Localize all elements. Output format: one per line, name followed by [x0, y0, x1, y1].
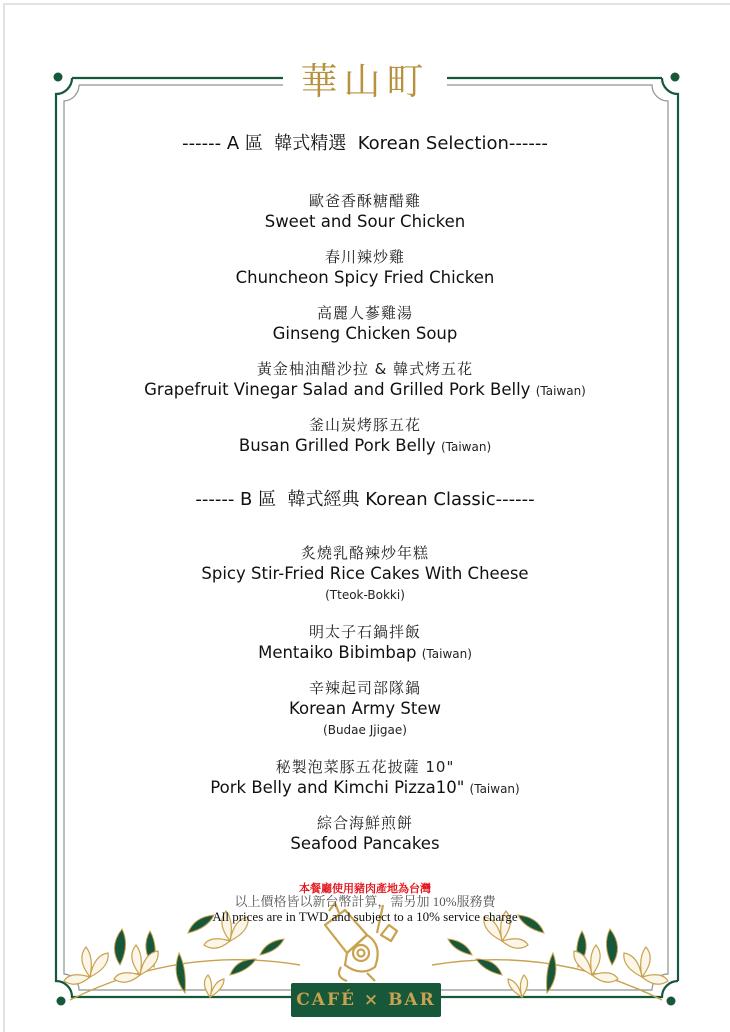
- origin-note: (Taiwan): [421, 647, 472, 661]
- item-name-zh: 春川辣炒雞: [324, 248, 405, 266]
- menu-item: [0, 813, 730, 855]
- menu-item: [0, 757, 730, 800]
- item-name-en: Busan Grilled Pork Belly: [238, 436, 436, 455]
- cafe-bar-badge: [291, 983, 441, 1017]
- menu-item: [0, 247, 730, 289]
- menu-item: [0, 191, 730, 233]
- menu-item: [0, 543, 730, 603]
- brand-logo: 華山町: [300, 60, 430, 103]
- menu-item: [0, 622, 730, 665]
- menu-item: [0, 359, 730, 402]
- item-name-zh: 炙燒乳酪辣炒年糕: [300, 544, 429, 562]
- menu-item: [0, 415, 730, 458]
- item-name-zh: 黃金柚油醋沙拉 & 韓式烤五花: [256, 360, 474, 378]
- menu-item: [0, 678, 730, 738]
- item-name-zh: 釜山炭烤豚五花: [308, 416, 421, 434]
- item-name-en: Korean Army Stew: [289, 699, 441, 718]
- badge-label: CAFÉ × BAR: [296, 990, 436, 1010]
- item-name-zh: 高麗人蔘雞湯: [316, 304, 413, 322]
- section-title-a: ------ A 區 韓式精選 Korean Selection------: [182, 133, 548, 154]
- price-note-zh: 以上價格皆以新台幣計算，需另加 10%服務費: [234, 894, 496, 909]
- item-name-zh: 秘製泡菜豚五花披薩 10": [275, 758, 455, 776]
- item-name-en: Ginseng Chicken Soup: [272, 324, 458, 343]
- item-name-en: Grapefruit Vinegar Salad and Grilled Pork Belly: [144, 380, 531, 399]
- price-note-en: All prices are in TWD and subject to a 10% service charge: [212, 909, 518, 924]
- pork-origin-note: 本餐廳使用豬肉產地為台灣: [299, 882, 431, 895]
- item-name-zh: 辛辣起司部隊鍋: [308, 679, 421, 697]
- item-name-en: Pork Belly and Kimchi Pizza10": [210, 778, 465, 797]
- item-subtitle: (Budae Jjigae): [323, 723, 407, 737]
- item-name-zh: 明太子石鍋拌飯: [308, 623, 421, 641]
- item-name-zh: 歐爸香酥糖醋雞: [308, 192, 421, 210]
- menu-item: [0, 303, 730, 345]
- section-title-b: ------ B 區 韓式經典 Korean Classic------: [195, 489, 535, 510]
- item-name-zh: 綜合海鮮煎餅: [316, 814, 413, 832]
- origin-note: (Taiwan): [469, 782, 520, 796]
- item-name-en: Chuncheon Spicy Fried Chicken: [235, 268, 495, 287]
- footer-notes: [0, 882, 730, 924]
- item-name-en: Sweet and Sour Chicken: [264, 212, 466, 231]
- origin-note: (Taiwan): [535, 384, 586, 398]
- origin-note: (Taiwan): [440, 440, 492, 454]
- item-name-en: Mentaiko Bibimbap: [258, 643, 417, 662]
- item-name-en: Spicy Stir-Fried Rice Cakes With Cheese: [201, 564, 529, 583]
- item-name-en: Seafood Pancakes: [290, 834, 440, 853]
- item-subtitle: (Tteok-Bokki): [325, 588, 405, 602]
